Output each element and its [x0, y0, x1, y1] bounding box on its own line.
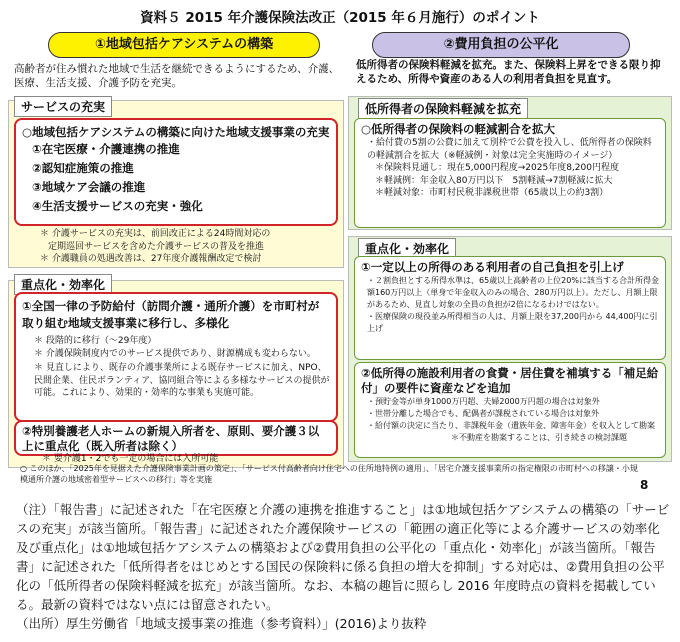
- nursing-home-note: ＊ 要介護1・2でも一定の場合には入所可能: [42, 454, 219, 464]
- right-supplement-box: [354, 362, 666, 458]
- left-prevention-heading: ①全国一律の予防給付（訪問介護・通所介護）を市町村が取り組む地域支援事業に移行し、多様化: [22, 299, 320, 330]
- right-premium-heading: ○低所得者の保険料の軽減割合を拡大: [361, 122, 556, 136]
- copay-bullet-2: ・医療保険の現役並み所得相当の人は、月額上限を37,200円から 44,400円に引上げ: [367, 312, 658, 333]
- left-service-notes: [40, 228, 340, 266]
- supplement-bullet-3: ・給付額の決定に当たり、非課税年金（遺族年金、障害年金）を収入として勘案: [367, 421, 655, 430]
- supplement-bullet-1: ・預貯金等が単身1000万円超、夫婦2000万円超の場合は対象外: [367, 397, 600, 406]
- premium-bullet-4: ＊軽減対象：市町村民税非課税世帯（65歳以上の約3割）: [375, 188, 609, 198]
- prevention-note-1: ＊ 段階的に移行（～29年度）: [34, 336, 157, 346]
- right-copay-box: [354, 256, 666, 360]
- left-pill-heading: ①地域包括ケアシステムの構築: [48, 32, 320, 58]
- right-pill-heading: ②費用負担の公平化: [372, 32, 630, 58]
- support-item-4: ④生活支援サービスの充実・強化: [32, 199, 203, 213]
- support-item-2: ②認知症施策の推進: [32, 161, 134, 175]
- right-supplement-heading: ②低所得の施設利用者の食費・居住費を補填する「補足給付」の要件に資産などを追加: [361, 366, 659, 395]
- premium-bullet-1: ・給付費の5割の公費に加えて別枠で公費を投入し、低所得者の保険料の軽減割合を拡大（※軽減例・対象は完全実施時のイメージ）: [367, 138, 652, 161]
- premium-bullet-2: ＊保険料見通し：現在5,000円程度→2025年度8,200円程度: [375, 163, 619, 173]
- prevention-note-3: ＊ 見直しにより、既存の介護事業所による既存サービスに加え、NPO、民間企業、住民ボランティア、協同組合等による多様なサービスの提供が可能。これにより、効果的・効率的な事業も実施可能。: [34, 363, 330, 398]
- support-item-1: ①在宅医療・介護連携の推進: [32, 142, 180, 156]
- service-note-1: ＊ 介護サービスの充実は、前回改正による24時間対応の: [40, 229, 271, 239]
- support-item-3: ③地域ケア会議の推進: [32, 180, 146, 194]
- supplement-bullet-2: ・世帯分離した場合でも、配偶者が課税されている場合は対象外: [367, 409, 599, 418]
- left-intro: 高齢者が住み慣れた地域で生活を継続できるようにするため、介護、医療、生活支援、介護予防を充実。: [14, 63, 340, 89]
- prevention-note-2: ＊ 介護保険制度内でのサービス提供であり、財源構成も変わらない。: [34, 348, 316, 359]
- premium-bullet-3: ＊軽減例：年金収入80万円以下 5割軽減→7割軽減に拡大: [375, 175, 613, 186]
- left-support-heading: ○地域包括ケアシステムの構築に向けた地域支援事業の充実: [22, 125, 330, 139]
- left-support-box: [14, 118, 338, 226]
- right-copay-heading: ①一定以上の所得のある利用者の自己負担を引上げ: [361, 260, 624, 274]
- explanatory-note: （注）「報告書」に記述された「在宅医療と介護の連携を推進すること」は①地域包括ケアシステムの構築の「サービスの充実」が該当箇所。「報告書」に記述された介護保険サービスの「範囲の適正化等による介護サービスの効率化及び重点化」は①地域包括ケアシステムの構築および②費用負担の公平化の「重点化・効率化」が該当箇所。「報告書」に記述された「低所得者をはじめとする国民の保険料に係る負担の増大を抑制」する対応は、②費用負担の公平化の「低所得者の保険料軽減を拡充」が該当箇所。なお、本稿の趣旨に照らし 2016 年度時点の資料を掲載している。最新の資料ではない点には留意されたい。: [16, 502, 670, 612]
- slide-title: 資料５ 2015 年介護保険法改正（2015 年６月施行）のポイント: [140, 10, 540, 26]
- supplement-bullet-4: ＊不動産を勘案することは、引き続きの検討課題: [451, 433, 627, 442]
- left-efficiency-tag: 重点化・効率化: [14, 274, 112, 295]
- page-number: 8: [640, 478, 649, 492]
- right-efficiency-tag: 重点化・効率化: [358, 238, 456, 259]
- copay-bullet-1: ・２割負担とする所得水準は、65歳以上高齢者の上位20%に該当する合計所得金額160万円以上（単身で年金収入のみの場合、280万円以上）。ただし、月額上限があるため、見直し対象の全員の負担が2倍になるわけではない。: [367, 276, 659, 309]
- left-prevention-box: [14, 292, 338, 422]
- right-premium-box: [354, 118, 666, 228]
- slide-footnote: ○ このほか、「2025年を見据えた介護保険事業計画の策定」、「サービス付高齢者向け住宅への住所地特例の適用」、「居宅介護支援事業所の指定権限の市町村への移譲・小規模通所介護の地域密着型サービスへの移行」等を実施: [20, 464, 638, 484]
- left-nursing-home-box: [14, 420, 338, 456]
- right-intro: 低所得者の保険料軽減を拡充。また、保険料上昇をできる限り抑えるため、所得や資産のある人の利用者負担を見直す。: [356, 59, 661, 85]
- right-low-income-tag: 低所得者の保険料軽減を拡充: [358, 98, 528, 119]
- left-service-tag: サービスの充実: [14, 96, 112, 117]
- service-note-3: ＊ 介護職員の処遇改善は、27年度介護報酬改定で検討: [40, 254, 262, 264]
- source-citation: （出所）厚生労働省「地域支援事業の推進（参考資料）」(2016)より抜粋: [16, 616, 427, 631]
- nursing-home-item: ②特別養護老人ホームの新規入所者を、原則、要介護３以上に重点化（既入所者は除く）: [22, 424, 320, 453]
- service-note-2: 定期巡回サービスを含めた介護サービスの普及を推進: [48, 241, 265, 252]
